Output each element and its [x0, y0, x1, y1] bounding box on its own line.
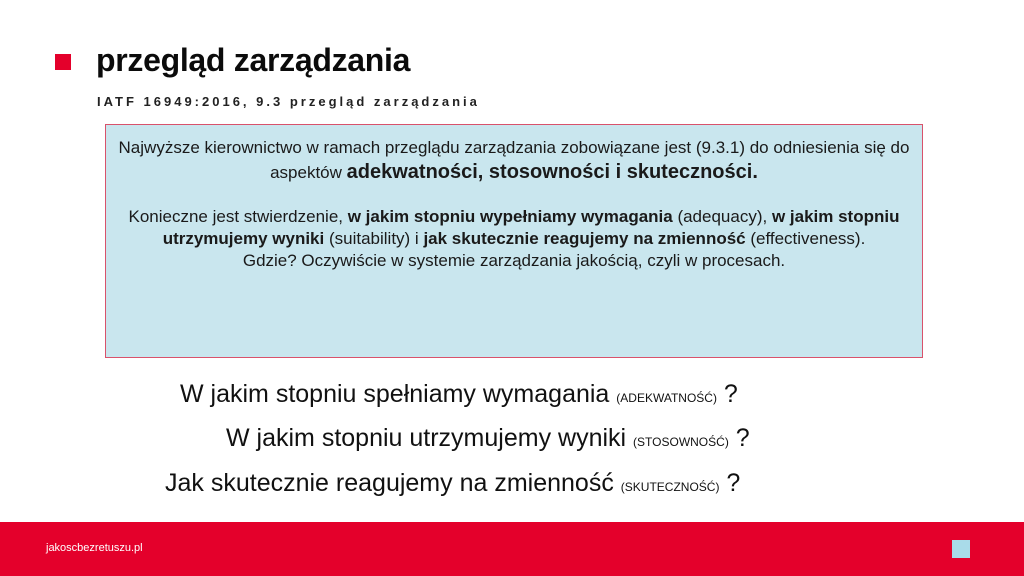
- question-text: Jak skutecznie reagujemy na zmienność: [165, 469, 621, 497]
- question-adequacy: [180, 380, 738, 409]
- page-title: przegląd zarządzania: [96, 42, 411, 78]
- question-text: W jakim stopniu utrzymujemy wyniki: [226, 424, 634, 452]
- info-box: [105, 124, 923, 358]
- info-p2-c: (adequacy),: [672, 207, 772, 226]
- question-mark: ?: [719, 469, 741, 497]
- info-p1-bold: adekwatności, stosowności i skuteczności.: [346, 161, 758, 183]
- question-effectiveness: [165, 469, 740, 498]
- info-p2-f: jak skutecznie reagujemy na zmienność: [423, 229, 746, 248]
- question-text: W jakim stopniu spełniamy wymagania: [180, 380, 617, 408]
- info-p1-text: Najwyższe kierownictwo w ramach przeglądu zarządzania zobowiązane jest (9.3.1) do odniesienia się do aspektów: [118, 138, 910, 182]
- info-p2-g: (effectiveness).: [745, 229, 866, 248]
- info-paragraph-2: [106, 206, 922, 272]
- info-paragraph-1: [106, 137, 922, 185]
- question-tag: (STOSOWNOŚĆ): [633, 435, 729, 449]
- page-subtitle: IATF 16949:2016, 9.3 przegląd zarządzania: [97, 94, 480, 109]
- question-suitability: [226, 424, 750, 453]
- question-tag: (SKUTECZNOŚĆ): [620, 480, 720, 494]
- info-p3: Gdzie? Oczywiście w systemie zarządzania jakością, czyli w procesach.: [242, 251, 786, 270]
- footer-url: jakoscbezretuszu.pl: [46, 542, 143, 554]
- info-p2-b: w jakim stopniu wypełniamy wymagania: [347, 207, 673, 226]
- info-p2-e: (suitability) i: [324, 229, 424, 248]
- footer-square-icon: [952, 540, 970, 558]
- question-mark: ?: [728, 424, 750, 452]
- question-mark: ?: [716, 380, 738, 408]
- footer-bar: [0, 522, 1024, 576]
- question-tag: (ADEKWATNOŚĆ): [616, 391, 717, 405]
- info-p2-d: w jakim stopniu utrzymujemy wyniki: [162, 207, 900, 248]
- info-p2-a: Konieczne jest stwierdzenie,: [128, 207, 348, 226]
- title-marker-square: [55, 54, 71, 70]
